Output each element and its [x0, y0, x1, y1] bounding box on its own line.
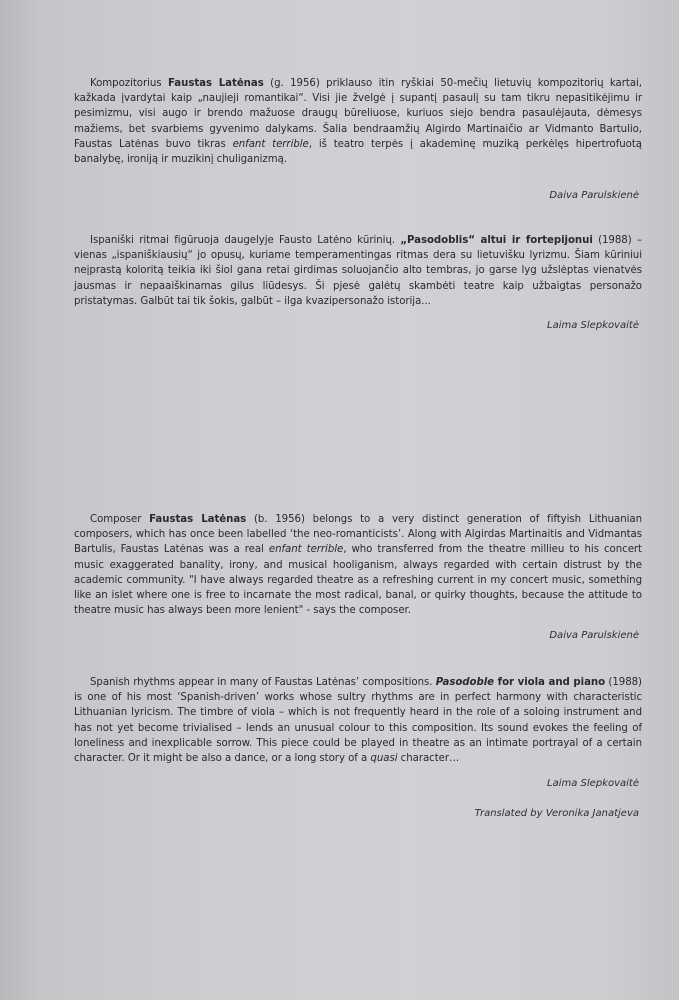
- en-work-title-italic: Pasodoble: [435, 677, 495, 688]
- lt-p2-text-b: (1988) – vienas „ispaniškiausių“ jo opusų, kuriame temperamentingas ritmas dera su lietuvišku lyrizmu. Šiam kūriniui neįprastą koloritą teikia iki šiol gana retai girdimas soluojančio alto tembras, jo garse lyg užslėptas vienatvės jausmas ir nepaaiškinamas gilus liūdesys. Ši pjesė galėtų skambėti teatre kaip užbaigtas personažo pristatymas. Galbūt tai tik šokis, galbūt – ilga kvazipersonažo istorija...: [74, 235, 642, 307]
- en-p2-emphasis: quasi: [370, 753, 398, 765]
- lt-p1-text-c: , iš teatro terpės į akademinę muziką perkėlęs hipertrofuotą banalybę, ironiją ir muzikinį chuliganizmą.: [74, 138, 642, 166]
- lt-p1-emphasis: enfant terrible: [232, 138, 309, 150]
- en-p1-text-a: Composer: [90, 514, 150, 525]
- en-p2-text-a: Spanish rhythms appear in many of Faustas Latėnas’ compositions.: [90, 677, 436, 688]
- en-p2-text-b: (1988) is one of his most ‘Spanish-driven’ works whose sultry rhythms are in perfect harmony with characteristic Lithuanian lyricism. The timbre of viola – which is not frequently heard in the role of a soloing instrument and has not yet become trivialised – lends an unusual colour to this composition. Its sound evokes the feeling of loneliness and inexplicable sorrow. This piece could be played in theatre as an intimate portrayal of a certain character. Or it might be also a dance, or a long story of a: [74, 677, 642, 765]
- translator-credit: Translated by Veronika Janatjeva: [474, 808, 639, 819]
- en-paragraph-composer: [74, 512, 642, 618]
- en-paragraph-pasodoble: [74, 675, 642, 766]
- en-p1-text-b: (b. 1956) belongs to a very distinct generation of fiftyish Lithuanian composers, which has once been labelled ‘the neo-romanticists’. Along with Algirdas Martinaitis and Vidmantas Bartulis, Faustas Latėnas was a real: [74, 514, 642, 556]
- en-p2-text-c: character…: [397, 753, 460, 765]
- lt-p1-text-a: Kompozitorius: [90, 78, 168, 89]
- lt-composer-name: Faustas Latėnas: [168, 78, 264, 89]
- lt-p1-text-b: (g. 1956) priklauso itin ryškiai 50-mečių lietuvių kompozitorių kartai, kažkada įvardytai kaip „naujieji romantikai“. Visi jie žvelgė į supantį pasaulį su tam tikru nepasitikėjimu ir pesimizmu, visi augo ir brendo mažuose draugų būreliuose, kuriuos siejo bendra pasaulėjauta, dėmesys mažiems, bet svarbiems gyvenimo dalykams. Šalia bendraamžių Algirdo Martinaičio ar Vidmanto Bartulio, Faustas Latėnas buvo tikras: [74, 78, 642, 150]
- en-p1-text-c: , who transferred from the theatre millieu to his concert music exaggerated banality, irony, and musical hooliganism, always regarded with certain distrust by the academic community. "I have always regarded theatre as a refreshing current in my concert music, something like an islet where one is free to incarnate the most radical, banal, or quirky thoughts, because the attitude to theatre music has always been more lenient" - says the composer.: [74, 544, 642, 617]
- lt-work-title: „Pasodoblis“ altui ir fortepijonui: [400, 235, 593, 246]
- lt-paragraph-pasodoble: [74, 233, 642, 309]
- lt-paragraph-composer: [74, 76, 642, 167]
- en-work-title-rest: for viola and piano: [494, 677, 606, 688]
- en-signature-2: Laima Slepkovaitė: [547, 778, 639, 789]
- lt-signature-2: Laima Slepkovaitė: [547, 320, 639, 331]
- en-p1-emphasis: enfant terrible: [268, 544, 344, 556]
- lt-p2-text-a: Ispaniški ritmai figūruoja daugelyje Fausto Latėno kūrinių.: [90, 235, 401, 246]
- lt-signature-1: Daiva Parulskienė: [549, 190, 639, 201]
- en-composer-name: Faustas Latėnas: [149, 514, 247, 525]
- en-signature-1: Daiva Parulskienė: [549, 630, 639, 641]
